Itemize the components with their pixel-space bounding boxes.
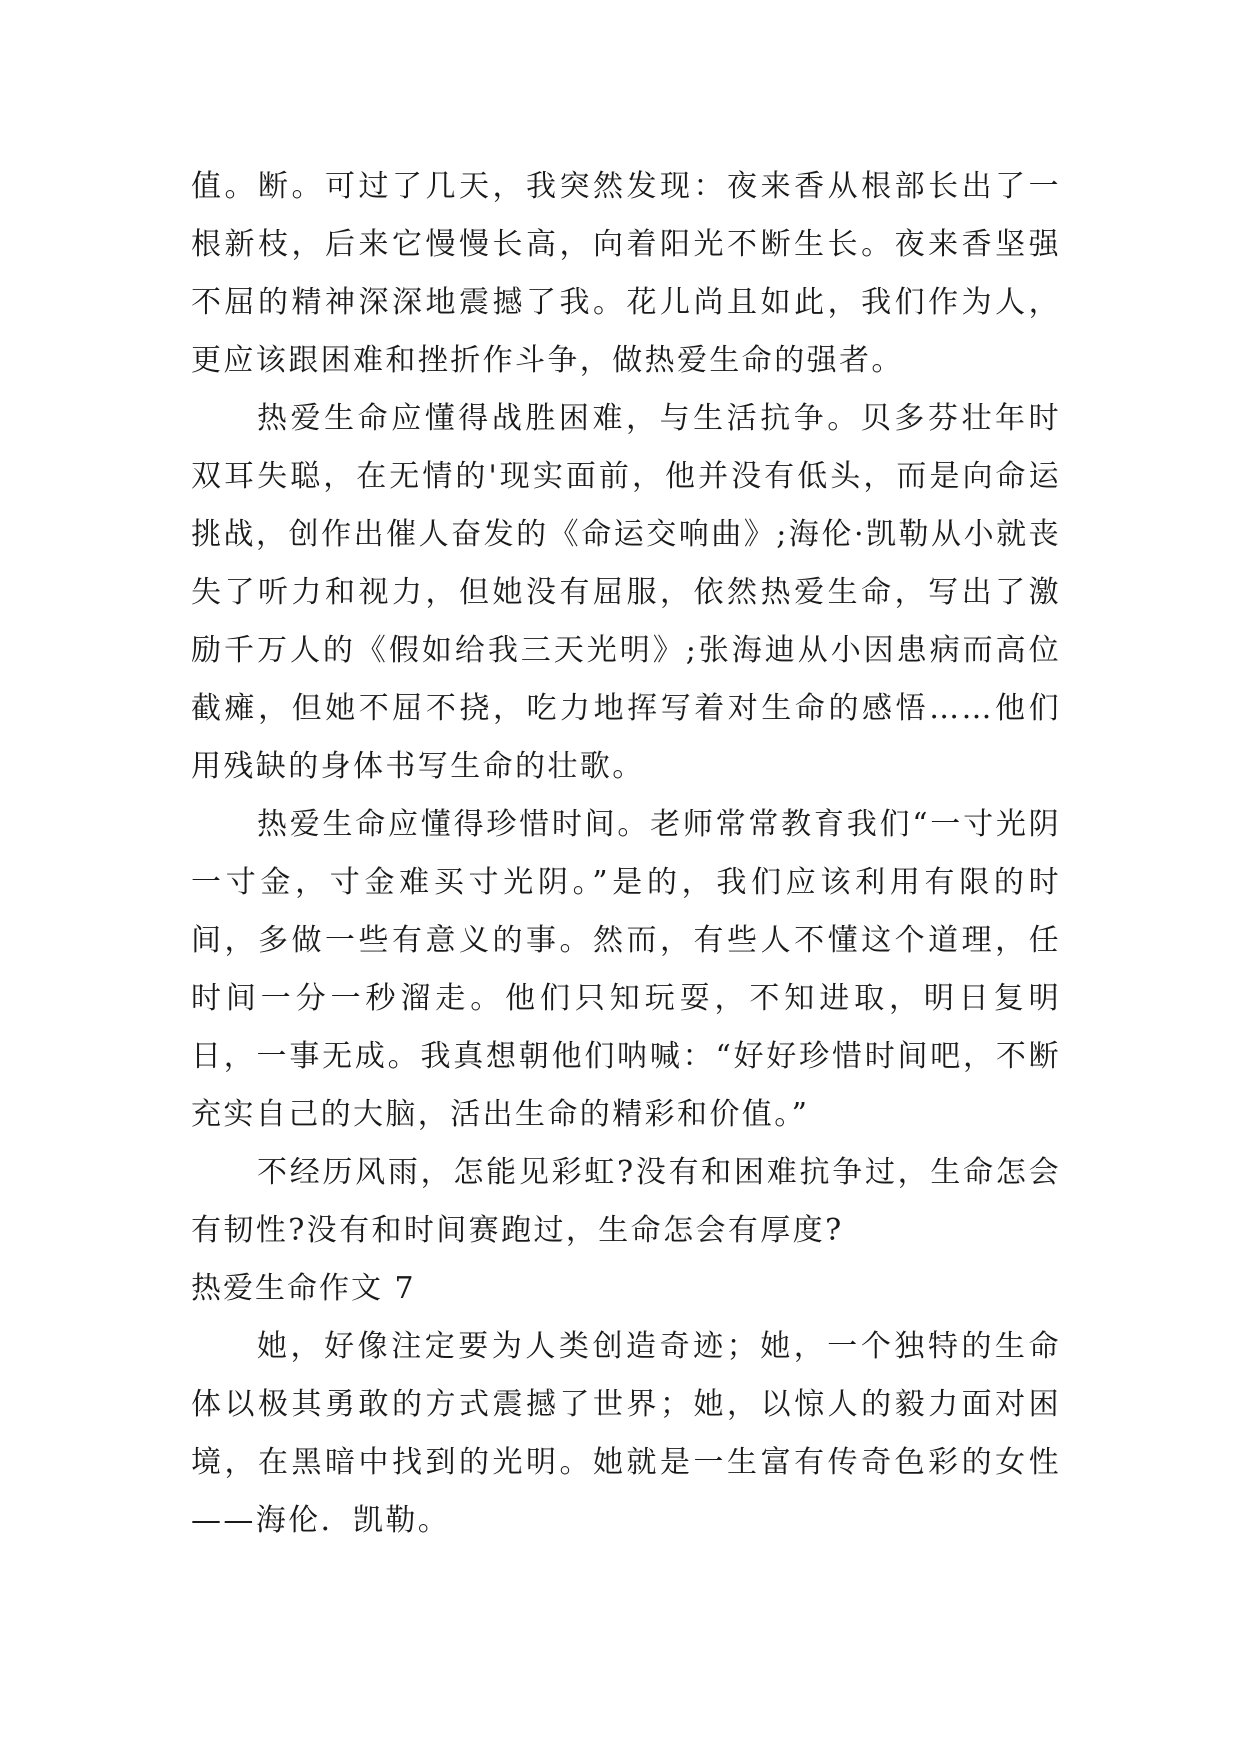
paragraph-helen-keller: 她，好像注定要为人类创造奇迹；她，一个独特的生命体以极其勇敢的方式震撼了世界；她，以惊人的毅力面对困境，在黑暗中找到的光明。她就是一生富有传奇色彩的女性——海伦．凯勒。 bbox=[191, 1329, 1061, 1538]
paragraph-cherish-time: 热爱生命应懂得珍惜时间。老师常常教育我们“一寸光阴一寸金，寸金难买寸光阴。”是的，我们应该利用有限的时间，多做一些有意义的事。然而，有些人不懂这个道理，任时间一分一秒溜走。他们只知玩耍，不知进取，明日复明日，一事无成。我真想朝他们呐喊：“好好珍惜时间吧，不断充实自己的大脑，活出生命的精彩和价值。” bbox=[191, 807, 1061, 1132]
paragraph-beethoven-keller-zhang: 热爱生命应懂得战胜困难，与生活抗争。贝多芬壮年时双耳失聪，在无情的'现实面前，他并没有低头，而是向命运挑战，创作出催人奋发的《命运交响曲》;海伦·凯勒从小就丧失了听力和视力，但她没有屈服，依然热爱生命，写出了激励千万人的《假如给我三天光明》;张海迪从小因患病而高位截瘫，但她不屈不挠，吃力地挥写着对生命的感悟……他们用残缺的身体书写生命的壮歌。 bbox=[191, 401, 1061, 784]
paragraph-rainbow: 不经历风雨，怎能见彩虹?没有和困难抗争过，生命怎会有韧性?没有和时间赛跑过，生命怎会有厚度? bbox=[191, 1155, 1061, 1248]
essay-heading: 热爱生命作文 7 bbox=[191, 1271, 416, 1306]
document-body bbox=[191, 158, 1061, 1550]
paragraph-continuation: 值。断。可过了几天，我突然发现：夜来香从根部长出了一根新枝，后来它慢慢长高，向着阳光不断生长。夜来香坚强不屈的精神深深地震撼了我。花儿尚且如此，我们作为人，更应该跟困难和挫折作斗争，做热爱生命的强者。 bbox=[191, 169, 1061, 378]
